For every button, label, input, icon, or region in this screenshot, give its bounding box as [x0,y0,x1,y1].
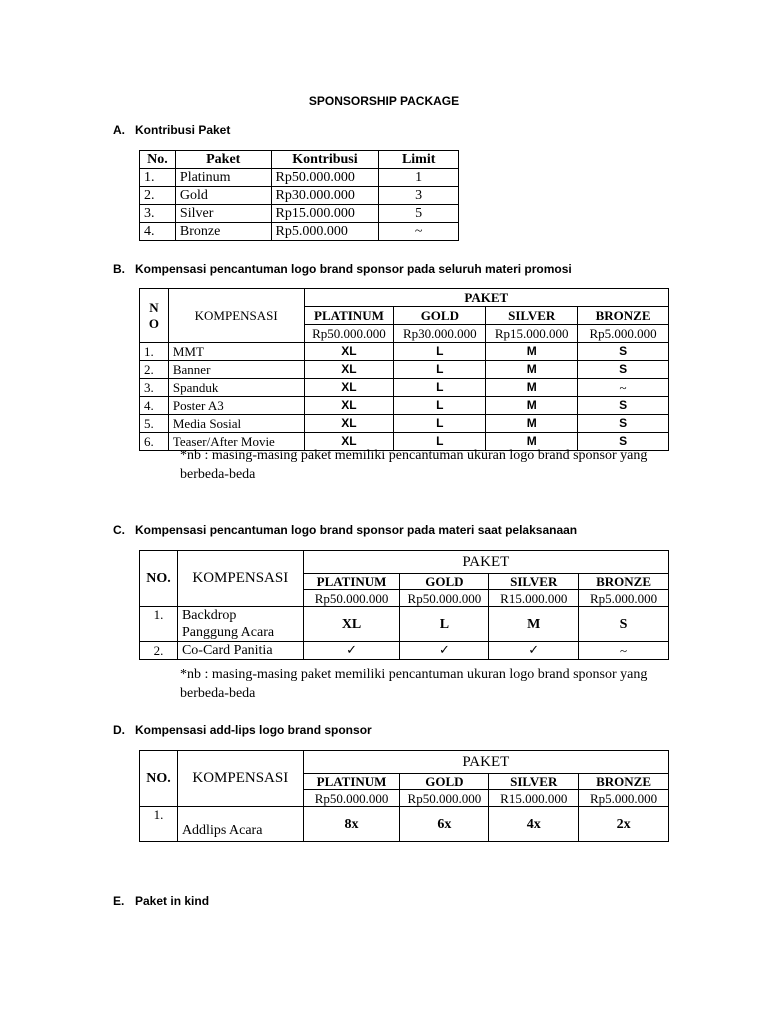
tier-header: GOLD [400,774,489,790]
table-cell: M [486,361,578,379]
table-cell: S [578,343,669,361]
note-line: berbeda-beda [180,686,256,701]
kompensasi-header: KOMPENSASI [177,551,303,607]
table-cell: Rp15.000.000 [271,205,379,223]
table-cell: 2. [140,187,176,205]
table-cell: MMT [168,343,304,361]
tier-header: SILVER [489,774,579,790]
table-header-row [140,551,669,574]
table-cell: Platinum [175,169,271,187]
addlips-compensation-table [139,750,669,842]
table-cell: L [394,343,486,361]
table-cell: ~ [379,223,459,241]
table-cell: XL [304,379,394,397]
table-row [140,379,669,397]
tier-header: GOLD [394,307,486,325]
table-cell: 4. [140,223,176,241]
table-cell: ~ [578,379,669,397]
table-cell: Teaser/After Movie [168,433,304,451]
table-header-row [140,289,669,307]
table-cell: Co-Card Panitia [177,642,303,660]
no-header: NO. [140,551,178,607]
section-title: Kompensasi add-lips logo brand sponsor [135,723,372,737]
table-cell: 1 [379,169,459,187]
table-cell: 2. [140,642,178,660]
table-cell: L [394,415,486,433]
table-cell: 2x [579,807,669,842]
table-cell: S [578,433,669,451]
paket-header: PAKET [303,551,668,574]
table-row [140,642,669,660]
price-cell: Rp50.000.000 [400,790,489,807]
pelaksanaan-compensation-table [139,550,669,660]
note-line: berbeda-beda [180,467,256,482]
section-title: Kompensasi pencantuman logo brand sponsor pada seluruh materi promosi [135,262,572,276]
table-cell: Silver [175,205,271,223]
price-cell: Rp5.000.000 [579,790,669,807]
table-cell: L [394,397,486,415]
section-c-heading [113,523,577,537]
table-cell: L [394,361,486,379]
table-row [140,415,669,433]
table-cell: M [486,343,578,361]
header-cell: Kontribusi [271,151,379,169]
section-d-heading [113,723,372,737]
table-cell: XL [304,433,394,451]
tier-header: SILVER [489,574,579,590]
table-cell: Rp30.000.000 [271,187,379,205]
document-title: SPONSORSHIP PACKAGE [308,94,460,108]
note-line: *nb : masing-masing paket memiliki pencantuman ukuran logo brand sponsor yang [180,448,648,463]
tier-header: BRONZE [579,574,669,590]
kompensasi-header: KOMPENSASI [168,289,304,343]
table-row [140,205,459,223]
table-cell: XL [304,343,394,361]
table-row [140,187,459,205]
table-cell: 4x [489,807,579,842]
section-a-heading [113,123,230,137]
table-row [140,397,669,415]
paket-header: PAKET [304,289,668,307]
table-cell: S [578,397,669,415]
price-cell: Rp5.000.000 [578,325,669,343]
table-cell: Spanduk [168,379,304,397]
table-cell: L [394,379,486,397]
price-cell: R15.000.000 [489,790,579,807]
price-cell: Rp15.000.000 [486,325,578,343]
table-cell: XL [304,397,394,415]
table-cell: Backdrop Panggung Acara [177,607,303,642]
promosi-compensation-table [139,288,669,451]
table-cell: 3 [379,187,459,205]
section-letter: A. [113,123,125,137]
table-row [140,169,459,187]
table-cell: M [486,379,578,397]
kompensasi-header: KOMPENSASI [177,751,303,807]
table-row [140,361,669,379]
table-header-row [140,751,669,774]
table-cell: XL [304,361,394,379]
price-cell: Rp50.000.000 [400,590,489,607]
header-cell: No. [140,151,176,169]
table-cell: 1. [140,807,178,842]
table-cell: M [486,415,578,433]
table-cell: 1. [140,343,169,361]
table-cell: Banner [168,361,304,379]
table-cell: S [578,361,669,379]
tier-header: PLATINUM [303,574,400,590]
section-letter: C. [113,523,125,537]
section-title: Kompensasi pencantuman logo brand sponsor pada materi saat pelaksanaan [135,523,578,537]
header-cell: Limit [379,151,459,169]
section-title: Paket in kind [135,894,210,908]
table-cell: Bronze [175,223,271,241]
table-cell: 3. [140,379,169,397]
price-cell: Rp50.000.000 [304,325,394,343]
table-header-row [140,151,459,169]
checkmark-icon: ✓ [489,642,579,660]
note-line: *nb : masing-masing paket memiliki pencantuman ukuran logo brand sponsor yang [180,667,648,682]
note-b [180,446,700,484]
table-cell: XL [304,415,394,433]
section-title: Kontribusi Paket [135,123,231,137]
price-cell: Rp30.000.000 [394,325,486,343]
table-cell: Rp5.000.000 [271,223,379,241]
table-cell: Gold [175,187,271,205]
table-cell: Media Sosial [168,415,304,433]
table-row [140,807,669,842]
table-cell: Rp50.000.000 [271,169,379,187]
section-b-heading [113,262,572,276]
paket-header: PAKET [303,751,668,774]
section-letter: D. [113,723,125,737]
section-letter: B. [113,262,125,276]
section-letter: E. [113,894,125,908]
table-cell: 2. [140,361,169,379]
table-cell: Poster A3 [168,397,304,415]
table-cell: S [579,607,669,642]
table-cell: ~ [579,642,669,660]
price-cell: Rp50.000.000 [303,790,400,807]
table-cell: 8x [303,807,400,842]
tier-header: SILVER [486,307,578,325]
no-header: N O [140,289,169,343]
price-cell: Rp50.000.000 [303,590,400,607]
table-cell: M [489,607,579,642]
table-cell: 4. [140,397,169,415]
header-cell: Paket [175,151,271,169]
note-c [180,665,700,703]
table-cell: 6. [140,433,169,451]
tier-header: PLATINUM [304,307,394,325]
tier-header: BRONZE [579,774,669,790]
kontribusi-table [139,150,459,241]
table-cell: 1. [140,169,176,187]
tier-header: PLATINUM [303,774,400,790]
table-cell: L [400,607,489,642]
table-row [140,343,669,361]
table-cell: 1. [140,607,178,642]
price-cell: R15.000.000 [489,590,579,607]
checkmark-icon: ✓ [400,642,489,660]
table-cell: Addlips Acara [177,807,303,842]
section-e-heading [113,894,209,908]
table-cell: 6x [400,807,489,842]
table-cell: 5. [140,415,169,433]
tier-header: BRONZE [578,307,669,325]
table-row [140,607,669,642]
table-cell: L [394,433,486,451]
checkmark-icon: ✓ [303,642,400,660]
table-cell: M [486,397,578,415]
table-cell: 3. [140,205,176,223]
tier-header: GOLD [400,574,489,590]
table-cell: XL [303,607,400,642]
no-header: NO. [140,751,178,807]
table-cell: 5 [379,205,459,223]
table-row [140,223,459,241]
table-cell: S [578,415,669,433]
price-cell: Rp5.000.000 [579,590,669,607]
table-cell: M [486,433,578,451]
